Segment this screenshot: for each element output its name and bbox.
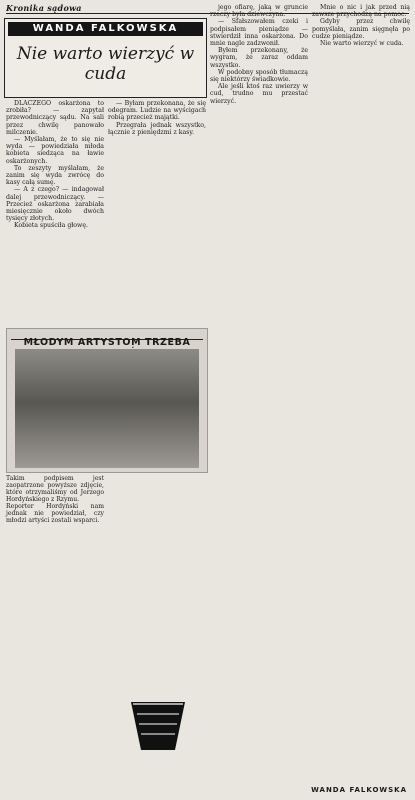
paragraph: Nie warto wierzyć w cuda. [320,40,404,48]
paragraph: — Myślałam, że to się nie wyda — powiedziała młoda kobieta siedząca na ławie oskarżonych. [6,136,104,165]
column-a [6,100,104,323]
column-c [210,4,308,796]
paragraph: Przegrała jednak wszystko, łącznie z pieniędzmi z kasy. [108,121,206,136]
paragraph: jego ofiarę, jaką w gruncie rzeczy była dziewczyna. [210,4,308,19]
section-heading: Kronika sądowa [6,3,82,13]
paragraph: Gdyby przez chwilę pomyślała, zanim sięgnęła po cudze pieniądze. [312,18,410,40]
paragraph: W podobny sposób tłumaczą się niektórzy świadkowie. [210,68,308,84]
article-headline: Nie warto wierzyć w cuda [16,44,195,84]
paragraph: Byłem przekonany, że wygram, że zaraz oddam wszystko. [210,47,308,69]
paragraph: — A z czego? — indagował dalej przewodniczący. — Przecież oskarżona zarabiała miesięcznie około dwóch tysięcy złotych. [6,186,104,223]
paragraph: Takim podpisem jest zaopatrzone powyższe zdjęcie, które otrzymaliśmy od Jerzego Hordyńskiego z Rzymu. [6,475,104,503]
author-signature: WANDA FALKOWSKA [311,786,407,794]
paragraph: Kobieta spuściła głowę. [14,222,88,230]
paragraph: Mnie o nic i jak przed nią zawsze przychodzą na pomoc. [312,4,410,19]
paragraph: — Sfałszowałem czeki i podpisałem pieniądze — stwierdził inna oskarżona. Do mnie nagle zadzwonił. [210,18,308,48]
decorative-ornament [125,696,191,756]
paragraph: To zeszyty myślałam, że zanim się wyda zwrócę do kasy całą sumę. [6,164,104,187]
title-box [4,18,207,98]
paragraph: Ale jeśli ktoś raz uwierzy w cud, trudno mu przestać wierzyć. [210,83,308,105]
column-b [108,100,206,323]
photo-box [6,328,208,473]
photo-title: MŁODYM ARTYSTOM TRZEBA [23,337,191,348]
photo-caption [6,475,104,795]
author-band: WANDA FALKOWSKA [8,22,203,36]
photo-image [15,349,199,468]
paragraph: Reporter Hordyński nam jednak nie powiedział, czy młodzi artyści zostali wsparci. [6,503,104,524]
paragraph: — Byłam przekonana, że się odegram. Ludzie na wyścigach robią przecież majątki. [108,100,206,122]
paragraph: DLACZEGO oskarżona to zrobiła? — zapytał przewodniczący sądu. Na sali przez chwilę panowało milczenie. [6,100,104,136]
column-d [312,4,410,796]
